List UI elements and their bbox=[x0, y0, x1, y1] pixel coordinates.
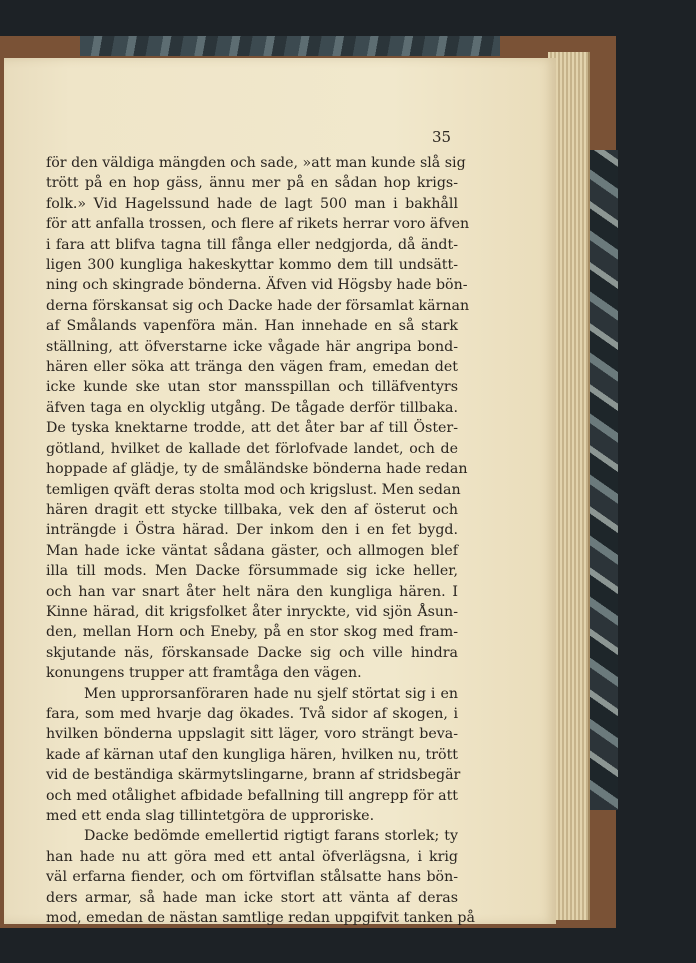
text-line: ligen 300 kungliga hakeskyttar kommo dem till undsätt- bbox=[46, 257, 458, 274]
text-line: och han var snart åter helt nära den kungliga hären. I bbox=[46, 583, 458, 600]
body-text bbox=[46, 153, 475, 928]
text-line: konungens trupper att framtåga den vägen. bbox=[46, 665, 362, 682]
text-line: ställning, att öfverstarne icke vågade här angripa bond- bbox=[46, 338, 458, 355]
text-line: hären dragit ett stycke tillbaka, vek den af österut och bbox=[46, 501, 458, 518]
text-line: derna förskansat sig och Dacke hade der församlat kärnan bbox=[46, 297, 470, 314]
text-line: illa till mods. Men Dacke försummade sig icke heller, bbox=[46, 563, 458, 580]
text-line: Dacke bedömde emellertid rigtigt farans storlek; ty bbox=[84, 828, 458, 845]
text-line: inträngde i Östra härad. Der inkom den i en fet bygd. bbox=[46, 522, 458, 539]
text-line: i fara att blifva tagna till fånga eller nedgjorda, då ändt- bbox=[46, 236, 458, 253]
text-line: äfven taga en olycklig utgång. De tågade derför tillbaka. bbox=[46, 399, 458, 416]
text-line: De tyska knektarne trodde, att det åter bar af till Öster- bbox=[46, 420, 458, 437]
text-line: icke kunde ske utan stor mansspillan och tilläfventyrs bbox=[46, 379, 458, 396]
text-line: den, mellan Horn och Eneby, på en stor skog med fram- bbox=[46, 624, 458, 641]
text-line: skjutande näs, förskansade Dacke sig och ville hindra bbox=[46, 644, 458, 661]
text-line: och med otålighet afbidade befallning till angrepp för att bbox=[46, 787, 458, 804]
text-line: hoppade af glädje, ty de småländske bönderna hade redan bbox=[46, 461, 468, 478]
text-line: hären eller söka att tränga den vägen fram, emedan det bbox=[46, 359, 458, 376]
text-line: med ett enda slag tillintetgöra de upproriske. bbox=[46, 808, 375, 824]
text-line: Man hade icke väntat sådana gäster, och allmogen blef bbox=[46, 542, 458, 559]
text-line: vid de beständiga skärmytslingarne, brann af stridsbegär bbox=[46, 767, 461, 784]
text-line: han hade nu att göra med ett antal öfverlägsna, i krig bbox=[46, 848, 458, 865]
text-line: temligen qväft deras stolta mod och krigslust. Men sedan bbox=[46, 481, 461, 498]
text-line: af Smålands vapenföra män. Han innehade en så stark bbox=[46, 318, 458, 335]
text-line: kade af kärnan utaf den kungliga hären, hvilken nu, trött bbox=[46, 746, 458, 763]
text-line: fara, som med hvarje dag ökades. Två sidor af skogen, i bbox=[46, 705, 458, 722]
text-line: hvilken bönderna uppslagit sitt läger, voro strängt beva- bbox=[46, 726, 458, 743]
marbled-endpaper-top bbox=[80, 36, 500, 56]
text-line: götland, hvilket de kallade det förlofvade landet, och de bbox=[46, 440, 458, 457]
text-line: ders armar, så hade man icke stort att vänta af deras bbox=[46, 889, 458, 906]
marbled-endpaper-right bbox=[588, 150, 618, 810]
page-number: 35 bbox=[432, 128, 452, 146]
text-line: folk.» Vid Hagelssund hade de lagt 500 man i bakhåll bbox=[46, 195, 458, 212]
text-line: för den väldiga mängden och sade, »att man kunde slå sig bbox=[46, 155, 466, 171]
text-line: Kinne härad, dit krigsfolket åter inryckte, vid sjön Åsun- bbox=[46, 603, 458, 620]
text-line: trött på en hop gäss, ännu mer på en sådan hop krigs- bbox=[46, 175, 458, 192]
text-line: mod, emedan de nästan samtlige redan uppgifvit tanken på bbox=[46, 910, 475, 927]
text-line: Men upprorsanföraren hade nu sjelf störtat sig i en bbox=[84, 685, 458, 702]
text-line: ning och skingrade bönderna. Äfven vid Högsby hade bön- bbox=[46, 277, 468, 294]
text-line: väl erfarna fiender, och om förtviflan stålsatte hans bön- bbox=[46, 869, 458, 886]
text-line: för att anfalla trossen, och flere af rikets herrar voro äfven bbox=[46, 216, 470, 233]
